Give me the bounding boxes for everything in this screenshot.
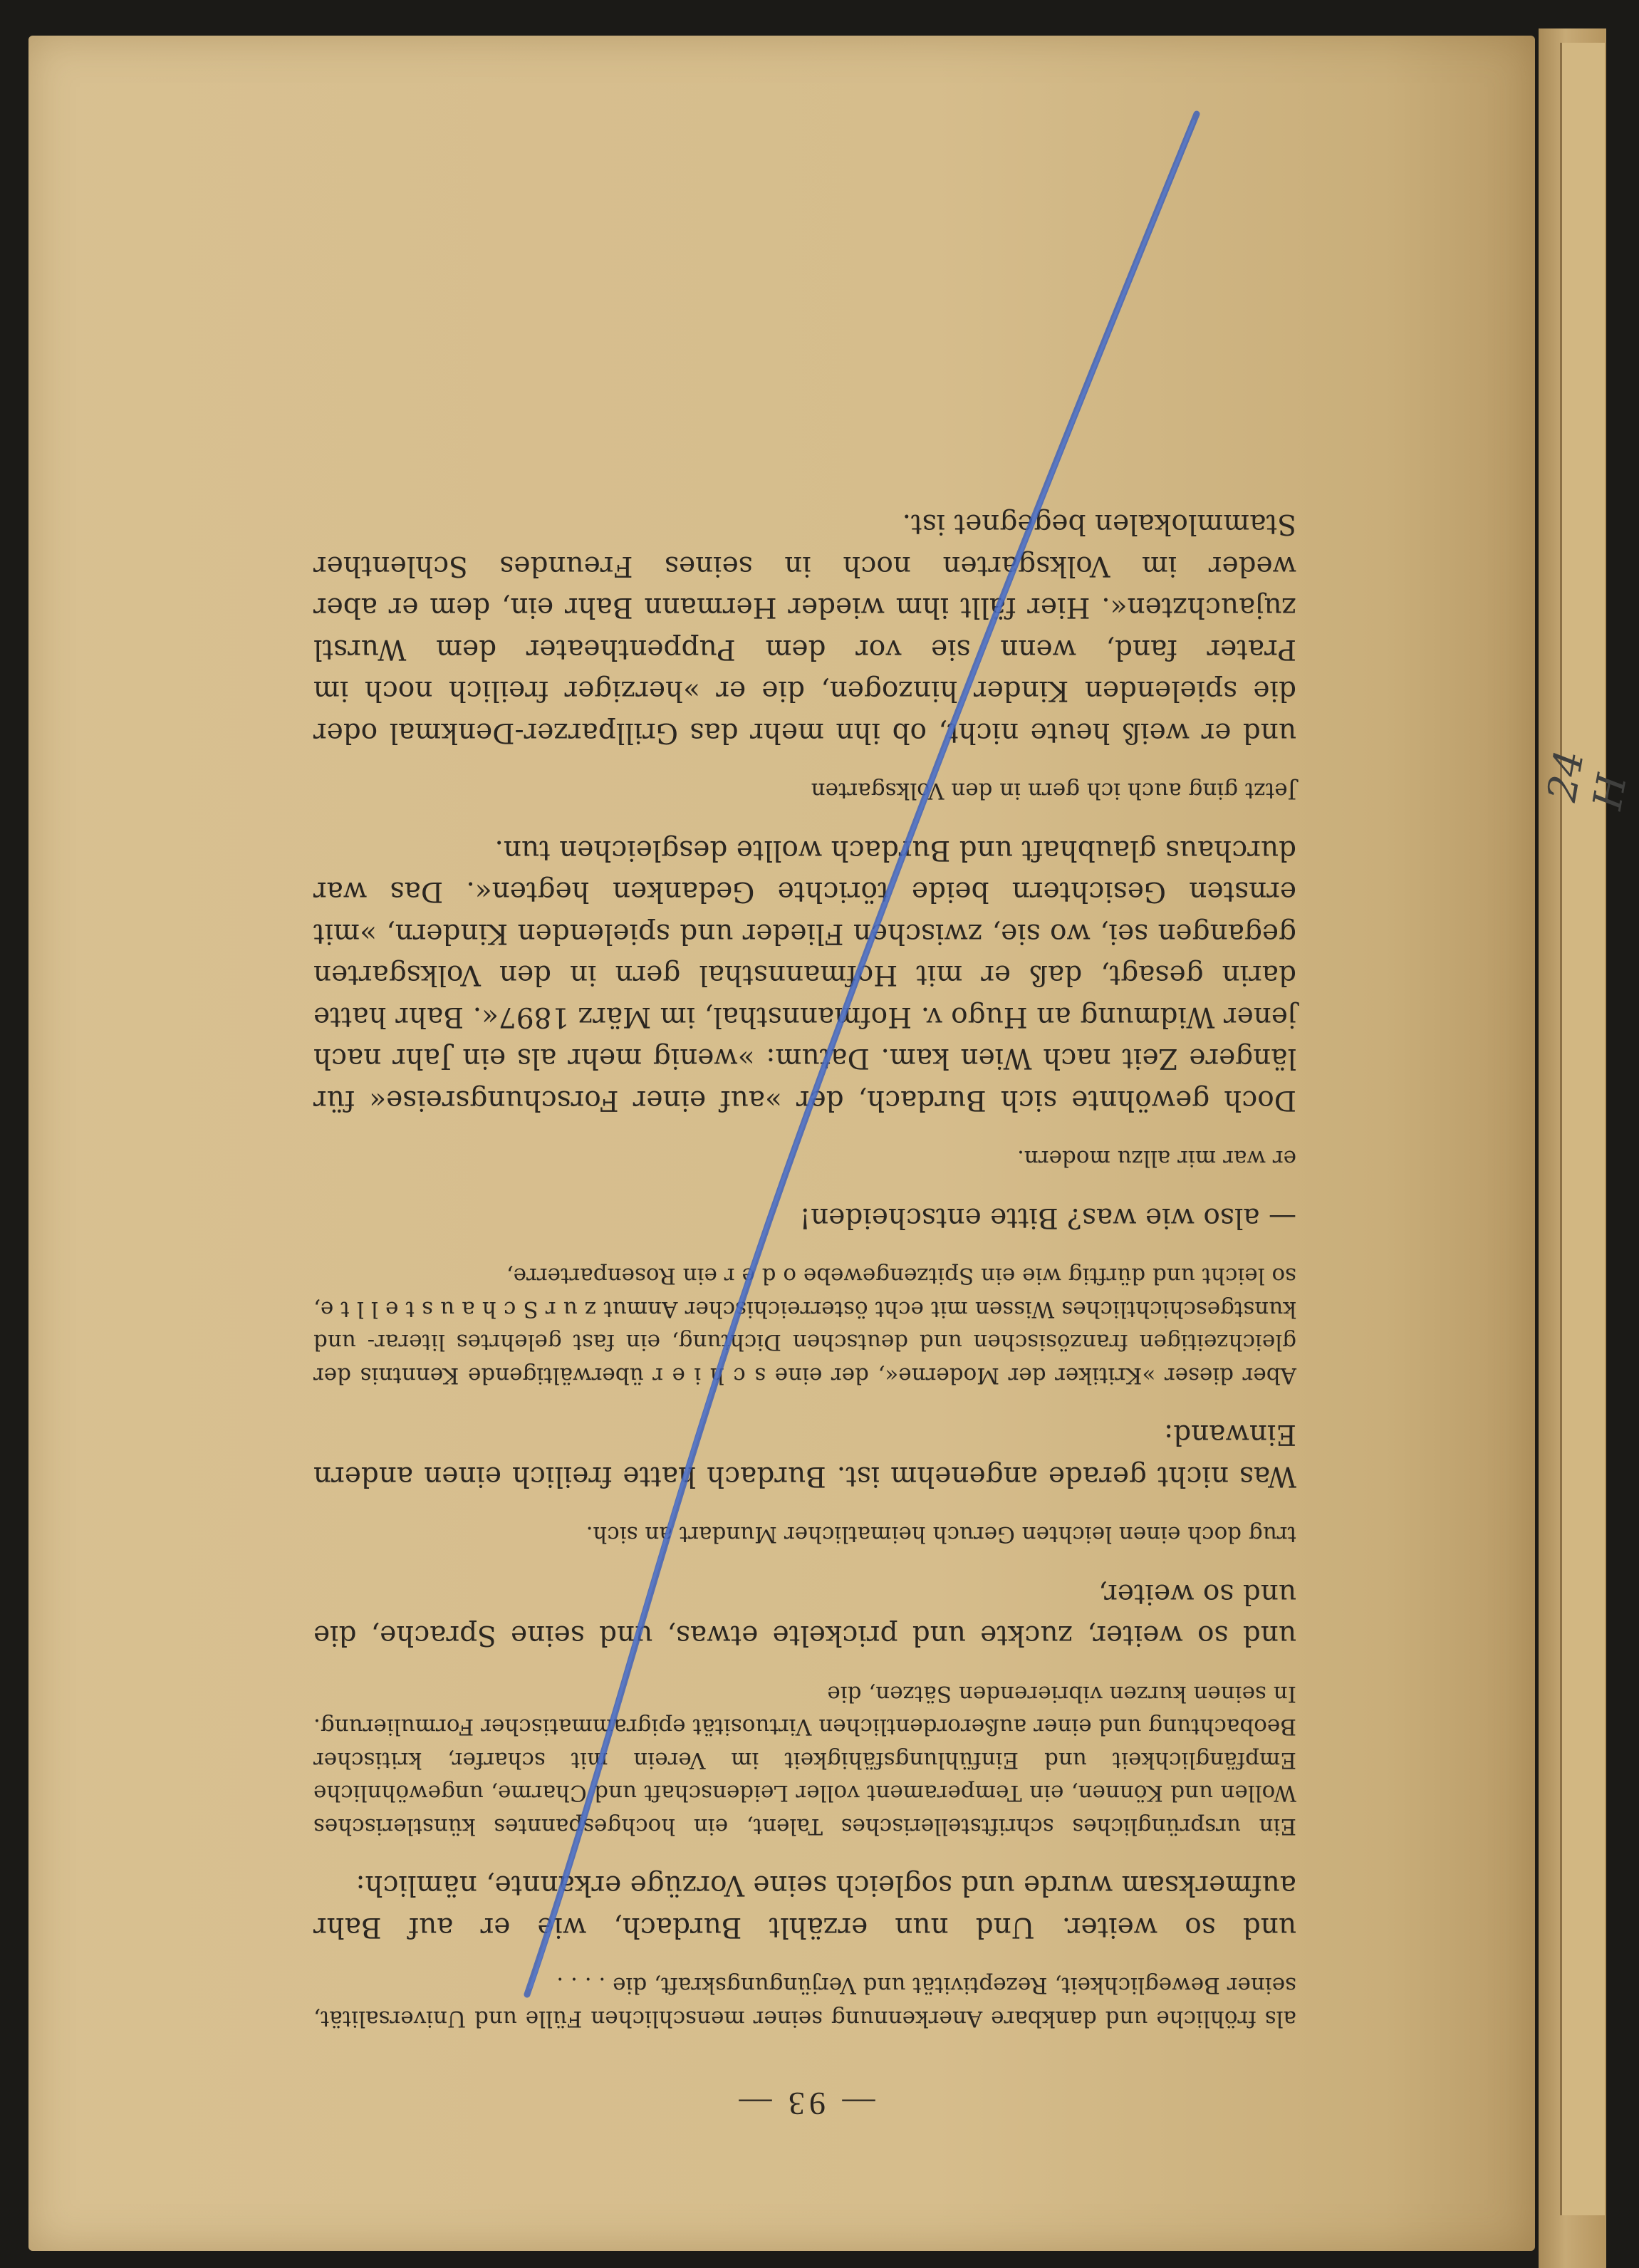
facing-page-edge — [1560, 43, 1605, 2215]
paragraph-4: und so weiter, zuckte und prickelte etwas, und seine Sprache, die und so weiter, — [313, 1578, 1296, 1652]
paragraph-10: Doch gewöhnte sich Burdach, der »auf einer Forschungsreise« für längere Zeit nach Wien kam. Datum: »wenig mehr als ein Jahr nach jener Widmung an Hugo v. Hofmannsthal, im März 1897«. Bahr hatte darin gesagt, daß er mit Hofmannsthal gern in den Volksgarten gegangen sei, wo sie, zwischen Flieder und spielenden Kindern, »mit ernsten Gesichtern beide törichte Gedanken hegten«. Das war durchaus glaubhaft und Burdach wollte desgleichen tun. — [313, 834, 1296, 1116]
paragraph-8: — also wie was? Bitte entscheiden! — [799, 1202, 1296, 1234]
paragraph-6: Was nicht gerade angenehm ist. Burdach hatte freilich einen andern Einwand: — [313, 1418, 1296, 1492]
page-number: — 93 — — [734, 2086, 875, 2122]
paragraph-2: und so weiter. Und nun erzählt Burdach, wie er auf Bahr aufmerksam wurde und sogleich seine Vorzüge erkannte, nämlich: — [313, 1869, 1296, 1943]
paragraph-11: Jetzt ging auch ich gern in den Volksgarten — [811, 778, 1296, 804]
paragraph-9: er war mir allzu modern. — [1016, 1145, 1296, 1172]
paragraph-1: als fröhliche und dankbare Anerkennung seiner menschlichen Fülle und Universalität, seiner Beweglichkeit, Rezeptivität und Verjüngungskraft, die . . . . — [313, 1972, 1296, 2032]
paragraph-12: und er weiß heute nicht, ob ihn mehr das Grillparzer-Denkmal oder die spielenden Kinder hinzogen, die er »herziger freilich noch im Prater fand, wenn sie vor dem Puppentheater dem Wurstl zujauchzten«. Hier fällt ihm wieder Hermann Bahr ein, dem er aber weder im Volksgarten noch in seines Freundes Schlenther Stammlokalen begegnet ist. — [313, 508, 1296, 749]
paragraph-5: trug doch einen leichten Geruch heimatlicher Mundart an sich. — [586, 1521, 1296, 1548]
handwritten-margin-note: 24 H — [1539, 747, 1636, 813]
body-text — [313, 503, 1296, 2035]
paragraph-7: Aber dieser »Kritiker der Moderne«, der eine s c h i e r überwältigende Kenntnis der gleichzeitigen französischen und deutschen Dichtung, ein fast gelehrtes literar- und kunstgeschichtliches Wissen mit echt österreichischer Anmut z u r S c h a u s t e l l t e, so leicht und dürftig wie ein Spitzengewebe o d e r ein Rosenparterre, — [313, 1263, 1296, 1388]
paragraph-3: Ein ursprüngliches schriftstellerisches Talent, ein hochgespanntes künstlerisches Wollen und Können, ein Temperament voller Leidenschaft und Charme, ungewöhnliche Empfänglichkeit und Einfühlungsfähigkeit im Verein mit scharfer, kritischer Beobachtung und einer außerordentlichen Virtuosität epigrammatischer Formulierung. In seinen kurzen vibrierenden Sätzen, die — [313, 1681, 1296, 1839]
printed-text-block — [313, 271, 1296, 2123]
